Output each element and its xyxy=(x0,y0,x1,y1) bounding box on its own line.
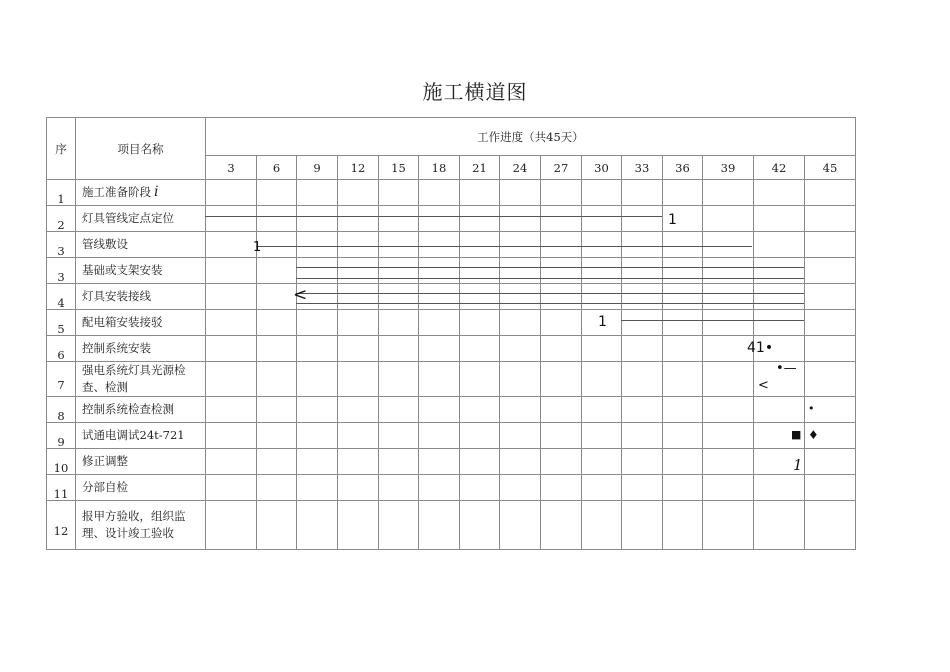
gantt-cell xyxy=(206,258,257,284)
row-seq xyxy=(47,475,76,501)
gantt-cell xyxy=(703,310,754,336)
gantt-cell xyxy=(338,310,379,336)
gantt-cell xyxy=(297,206,338,232)
gantt-cell xyxy=(541,449,582,475)
gantt-cell xyxy=(703,362,754,397)
gantt-cell xyxy=(257,232,297,258)
table-row xyxy=(47,284,856,310)
mark-row9: • xyxy=(808,402,815,415)
gantt-cell xyxy=(663,336,703,362)
gantt-cell xyxy=(500,449,541,475)
row-name-text: 修正调整 xyxy=(82,454,128,468)
gantt-cell xyxy=(206,310,257,336)
gantt-cell xyxy=(257,206,297,232)
gantt-cell xyxy=(338,501,379,550)
gantt-cell xyxy=(622,310,663,336)
gantt-cell xyxy=(663,258,703,284)
day-header-cell: 9 xyxy=(297,156,338,180)
row-name-text: 配电箱安装接驳 xyxy=(82,315,163,329)
gantt-cell xyxy=(338,284,379,310)
gantt-cell xyxy=(663,284,703,310)
gantt-cell xyxy=(622,423,663,449)
gantt-cell xyxy=(460,310,500,336)
gantt-cell xyxy=(663,232,703,258)
gantt-cell xyxy=(622,232,663,258)
gantt-cell xyxy=(703,449,754,475)
gantt-cell xyxy=(379,449,419,475)
gantt-cell xyxy=(419,449,460,475)
gantt-cell xyxy=(541,336,582,362)
gantt-cell xyxy=(460,180,500,206)
table-row xyxy=(47,397,856,423)
mark-row10a: ■ xyxy=(791,428,802,441)
mark-row8b: < xyxy=(758,378,769,393)
gantt-cell xyxy=(582,180,622,206)
row-name xyxy=(76,232,206,258)
gantt-cell xyxy=(622,449,663,475)
gantt-cell xyxy=(379,362,419,397)
table-row xyxy=(47,475,856,501)
day-header-cell: 36 xyxy=(663,156,703,180)
mark-row3: 1 xyxy=(253,240,262,255)
gantt-cell xyxy=(206,284,257,310)
gantt-cell xyxy=(500,258,541,284)
gantt-cell xyxy=(754,284,805,310)
row-name-text: 灯具管线定点定位 xyxy=(82,211,174,225)
gantt-cell xyxy=(622,284,663,310)
gantt-cell xyxy=(541,284,582,310)
gantt-cell xyxy=(703,206,754,232)
day-header-cell: 24 xyxy=(500,156,541,180)
gantt-cell xyxy=(541,258,582,284)
gantt-cell xyxy=(338,362,379,397)
gantt-cell xyxy=(663,397,703,423)
gantt-cell xyxy=(297,258,338,284)
row-name xyxy=(76,180,206,206)
gantt-cell xyxy=(582,501,622,550)
row-seq xyxy=(47,397,76,423)
table-row xyxy=(47,501,856,550)
gantt-cell xyxy=(582,232,622,258)
gantt-cell xyxy=(805,475,856,501)
gantt-cell xyxy=(663,180,703,206)
gantt-cell xyxy=(582,206,622,232)
gantt-bar-row2 xyxy=(205,216,662,217)
row-seq-text: 6 xyxy=(57,347,65,362)
gantt-cell xyxy=(379,336,419,362)
gantt-cell xyxy=(805,180,856,206)
gantt-cell xyxy=(754,180,805,206)
row-seq xyxy=(47,362,76,397)
gantt-cell xyxy=(622,501,663,550)
gantt-cell xyxy=(805,258,856,284)
gantt-cell xyxy=(754,310,805,336)
gantt-cell xyxy=(582,475,622,501)
gantt-cell xyxy=(703,475,754,501)
gantt-cell xyxy=(419,258,460,284)
row-name xyxy=(76,423,206,449)
day-header-cell: 39 xyxy=(703,156,754,180)
row-seq-text: 3 xyxy=(57,269,65,284)
day-header-cell: 27 xyxy=(541,156,582,180)
gantt-cell xyxy=(379,310,419,336)
gantt-cell xyxy=(206,501,257,550)
row-name-text: 施工准备阶段 xyxy=(82,185,151,199)
gantt-cell xyxy=(805,232,856,258)
gantt-cell xyxy=(338,475,379,501)
row-seq-text: 8 xyxy=(57,408,65,423)
table-row xyxy=(47,258,856,284)
gantt-cell xyxy=(500,232,541,258)
gantt-cell xyxy=(257,284,297,310)
gantt-cell xyxy=(500,475,541,501)
row-seq xyxy=(47,423,76,449)
gantt-cell xyxy=(582,397,622,423)
table-row xyxy=(47,232,856,258)
row-name-text: 分部自检 xyxy=(82,480,128,494)
row-name-text: 试通电调试24t-721 xyxy=(82,428,185,442)
row-name xyxy=(76,397,206,423)
gantt-cell xyxy=(297,180,338,206)
row-seq xyxy=(47,310,76,336)
gantt-cell xyxy=(460,258,500,284)
gantt-cell xyxy=(379,501,419,550)
gantt-cell xyxy=(257,501,297,550)
row-name xyxy=(76,284,206,310)
gantt-bar-row4 xyxy=(296,267,804,268)
gantt-bar-row5b xyxy=(296,303,804,304)
gantt-cell xyxy=(582,423,622,449)
gantt-cell xyxy=(622,336,663,362)
table-row xyxy=(47,206,856,232)
gantt-cell xyxy=(338,180,379,206)
gantt-cell xyxy=(663,310,703,336)
day-header-cell: 33 xyxy=(622,156,663,180)
mark-row2: 1 xyxy=(668,212,677,228)
gantt-cell xyxy=(582,284,622,310)
row-name xyxy=(76,336,206,362)
row-seq-text: 9 xyxy=(57,434,65,449)
row-seq xyxy=(47,501,76,550)
row-name-text: 控制系统安装 xyxy=(82,341,151,355)
row-seq-text: 11 xyxy=(53,486,69,501)
gantt-cell xyxy=(257,362,297,397)
gantt-cell xyxy=(297,362,338,397)
day-header-cell: 3 xyxy=(206,156,257,180)
gantt-cell xyxy=(460,475,500,501)
gantt-table xyxy=(46,117,856,550)
gantt-cell xyxy=(541,423,582,449)
gantt-cell xyxy=(460,284,500,310)
gantt-bar-row5 xyxy=(296,293,804,294)
gantt-cell xyxy=(257,475,297,501)
gantt-cell xyxy=(500,423,541,449)
gantt-cell xyxy=(500,180,541,206)
gantt-cell xyxy=(805,501,856,550)
table-row xyxy=(47,449,856,475)
gantt-cell xyxy=(703,501,754,550)
table-row xyxy=(47,180,856,206)
gantt-cell xyxy=(379,423,419,449)
gantt-cell xyxy=(805,284,856,310)
row-seq-text: 7 xyxy=(57,378,65,392)
day-header-cell: 6 xyxy=(257,156,297,180)
gantt-cell xyxy=(541,310,582,336)
row-name-text: 控制系统检查检测 xyxy=(82,402,174,416)
mark-row8a: •— xyxy=(776,361,797,376)
day-header-cell: 18 xyxy=(419,156,460,180)
gantt-cell xyxy=(338,206,379,232)
gantt-cell xyxy=(206,397,257,423)
gantt-cell xyxy=(500,310,541,336)
gantt-bar-row6 xyxy=(621,320,804,321)
row-seq xyxy=(47,232,76,258)
row-name-suffix: i xyxy=(154,184,159,200)
gantt-cell xyxy=(257,449,297,475)
gantt-cell xyxy=(754,397,805,423)
gantt-cell xyxy=(663,501,703,550)
row-name-text: 管线敷设 xyxy=(82,237,128,251)
gantt-cell xyxy=(703,284,754,310)
gantt-cell xyxy=(379,397,419,423)
row-seq-text: 5 xyxy=(57,321,65,336)
gantt-cell xyxy=(257,397,297,423)
row-seq-text: 3 xyxy=(57,243,65,258)
gantt-cell xyxy=(206,362,257,397)
page-title: 施工横道图 xyxy=(422,80,528,104)
row-name xyxy=(76,449,206,475)
day-header-cell: 15 xyxy=(379,156,419,180)
gantt-cell xyxy=(500,206,541,232)
gantt-cell xyxy=(622,397,663,423)
row-name-text: 强电系统灯具光源检查、检测 xyxy=(82,363,186,394)
row-seq xyxy=(47,180,76,206)
table-row xyxy=(47,310,856,336)
gantt-cell xyxy=(257,423,297,449)
row-name-text: 基础或支架安装 xyxy=(82,263,163,277)
day-header-cell: 12 xyxy=(338,156,379,180)
table-row xyxy=(47,423,856,449)
gantt-cell xyxy=(500,397,541,423)
gantt-cell xyxy=(460,206,500,232)
row-name xyxy=(76,258,206,284)
mark-row6: 1 xyxy=(598,314,607,330)
gantt-cell xyxy=(206,232,257,258)
gantt-cell xyxy=(257,180,297,206)
gantt-cell xyxy=(703,258,754,284)
gantt-cell xyxy=(754,501,805,550)
gantt-cell xyxy=(805,449,856,475)
day-header-cell: 30 xyxy=(582,156,622,180)
gantt-cell xyxy=(297,397,338,423)
gantt-cell xyxy=(206,180,257,206)
gantt-cell xyxy=(379,258,419,284)
gantt-cell xyxy=(338,449,379,475)
gantt-cell xyxy=(419,310,460,336)
gantt-cell xyxy=(541,397,582,423)
day-header-cell: 45 xyxy=(805,156,856,180)
table-row xyxy=(47,336,856,362)
gantt-cell xyxy=(754,258,805,284)
table-row xyxy=(47,362,856,397)
row-name-text: 灯具安装接线 xyxy=(82,289,151,303)
gantt-cell xyxy=(419,284,460,310)
gantt-cell xyxy=(379,284,419,310)
gantt-cell xyxy=(206,206,257,232)
gantt-cell xyxy=(338,336,379,362)
gantt-cell xyxy=(338,258,379,284)
gantt-cell xyxy=(500,501,541,550)
mark-row5: < xyxy=(293,285,308,305)
gantt-cell xyxy=(297,475,338,501)
gantt-cell xyxy=(297,310,338,336)
gantt-cell xyxy=(419,397,460,423)
gantt-cell xyxy=(419,336,460,362)
gantt-cell xyxy=(419,232,460,258)
gantt-cell xyxy=(338,397,379,423)
row-seq-text: 10 xyxy=(53,460,69,475)
gantt-cell xyxy=(663,475,703,501)
gantt-cell xyxy=(582,336,622,362)
gantt-cell xyxy=(257,310,297,336)
gantt-cell xyxy=(297,232,338,258)
gantt-cell xyxy=(622,362,663,397)
gantt-cell xyxy=(703,232,754,258)
gantt-cell xyxy=(338,232,379,258)
gantt-cell xyxy=(541,206,582,232)
gantt-cell xyxy=(500,284,541,310)
gantt-cell xyxy=(622,258,663,284)
gantt-cell xyxy=(703,397,754,423)
gantt-cell xyxy=(500,362,541,397)
gantt-cell xyxy=(805,310,856,336)
day-header-cell: 42 xyxy=(754,156,805,180)
gantt-cell xyxy=(805,206,856,232)
gantt-cell xyxy=(460,232,500,258)
gantt-cell xyxy=(206,423,257,449)
gantt-cell xyxy=(703,423,754,449)
header-name: 项目名称 xyxy=(76,118,206,180)
gantt-cell xyxy=(541,180,582,206)
header-seq: 序 xyxy=(47,118,76,180)
gantt-cell xyxy=(541,475,582,501)
row-seq-text: 4 xyxy=(57,295,65,310)
row-seq xyxy=(47,449,76,475)
gantt-cell xyxy=(460,362,500,397)
gantt-cell xyxy=(338,423,379,449)
gantt-cell xyxy=(419,362,460,397)
gantt-cell xyxy=(297,423,338,449)
gantt-cell xyxy=(206,336,257,362)
gantt-cell xyxy=(622,475,663,501)
row-name xyxy=(76,206,206,232)
gantt-cell xyxy=(297,501,338,550)
gantt-cell xyxy=(622,206,663,232)
row-seq-text: 2 xyxy=(57,217,65,232)
header-progress: 工作进度（共45天） xyxy=(206,118,856,156)
row-seq-text: 12 xyxy=(53,524,69,538)
gantt-cell xyxy=(257,336,297,362)
gantt-cell xyxy=(297,449,338,475)
gantt-cell xyxy=(206,475,257,501)
gantt-cell xyxy=(460,449,500,475)
day-header-cell: 21 xyxy=(460,156,500,180)
gantt-cell xyxy=(460,336,500,362)
mark-row7: 41• xyxy=(747,340,774,356)
row-name xyxy=(76,310,206,336)
gantt-cell xyxy=(703,336,754,362)
gantt-cell xyxy=(582,362,622,397)
gantt-cell xyxy=(460,423,500,449)
gantt-cell xyxy=(754,475,805,501)
gantt-cell xyxy=(297,336,338,362)
row-seq xyxy=(47,284,76,310)
row-name xyxy=(76,362,206,397)
gantt-cell xyxy=(805,336,856,362)
gantt-cell xyxy=(703,180,754,206)
row-seq xyxy=(47,336,76,362)
gantt-cell xyxy=(541,232,582,258)
gantt-cell xyxy=(460,501,500,550)
gantt-cell xyxy=(754,232,805,258)
mark-row11: 1 xyxy=(793,456,803,474)
row-name-text: 报甲方验收，组织监理、设计竣工验收 xyxy=(82,509,186,540)
gantt-cell xyxy=(663,449,703,475)
row-seq xyxy=(47,258,76,284)
gantt-cell xyxy=(419,206,460,232)
gantt-cell xyxy=(460,397,500,423)
gantt-cell xyxy=(754,206,805,232)
gantt-cell xyxy=(419,180,460,206)
gantt-cell xyxy=(379,475,419,501)
gantt-cell xyxy=(419,475,460,501)
gantt-cell xyxy=(419,501,460,550)
row-name xyxy=(76,501,206,550)
gantt-cell xyxy=(419,423,460,449)
gantt-bar-row3 xyxy=(256,246,752,247)
gantt-cell xyxy=(541,501,582,550)
gantt-cell xyxy=(379,232,419,258)
row-seq-text: 1 xyxy=(57,191,65,206)
gantt-cell xyxy=(206,449,257,475)
gantt-cell xyxy=(622,180,663,206)
gantt-cell xyxy=(663,423,703,449)
row-name xyxy=(76,475,206,501)
gantt-cell xyxy=(582,258,622,284)
gantt-cell xyxy=(541,362,582,397)
gantt-cell xyxy=(663,362,703,397)
gantt-cell xyxy=(379,180,419,206)
row-seq xyxy=(47,206,76,232)
gantt-bar-row4b xyxy=(296,278,804,279)
gantt-cell xyxy=(582,449,622,475)
mark-row10b: ♦ xyxy=(808,428,819,442)
gantt-cell xyxy=(257,258,297,284)
gantt-cell xyxy=(805,362,856,397)
gantt-cell xyxy=(379,206,419,232)
gantt-cell xyxy=(500,336,541,362)
